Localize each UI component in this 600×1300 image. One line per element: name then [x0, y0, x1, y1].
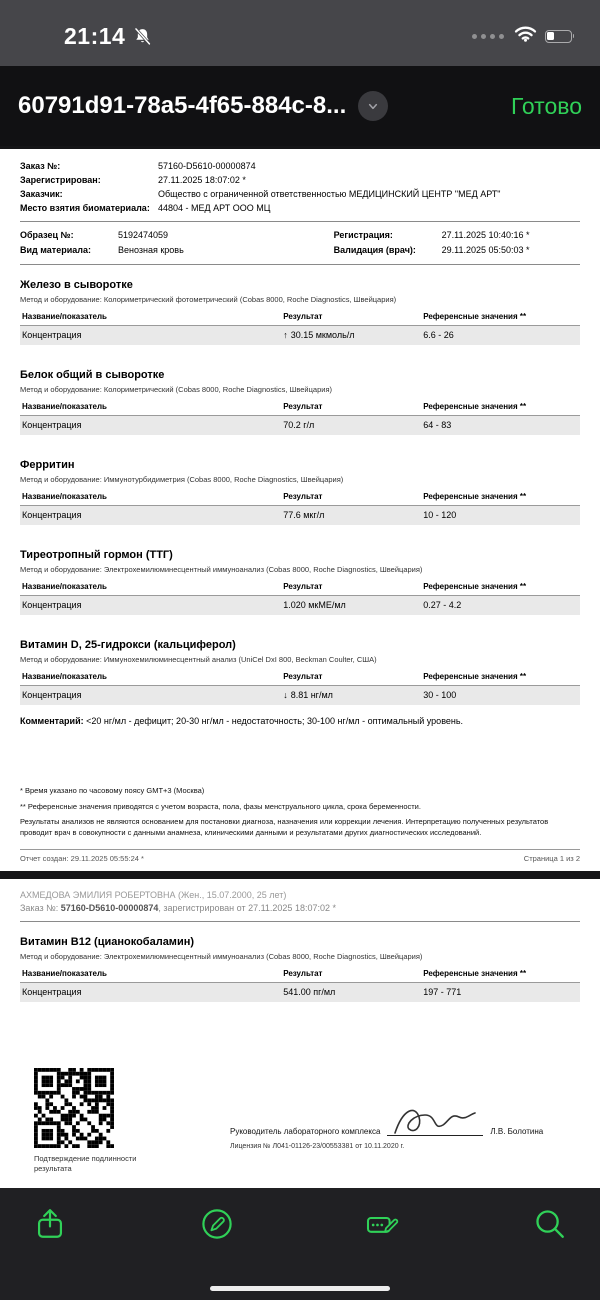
footnote: ** Референсные значения приводятся с учетом возраста, пола, фазы менструального цикла, срока беременности. [20, 801, 421, 811]
field-value: Общество с ограниченной ответственностью МЕДИЦИНСКИЙ ЦЕНТР "МЕД АРТ" [158, 189, 501, 199]
row-name: Концентрация [22, 690, 82, 700]
signature-role: Руководитель лабораторного комплекса [230, 1127, 381, 1136]
document-title[interactable]: 60791d91-78a5-4f65-884c-8... [18, 92, 347, 119]
share-icon [33, 1207, 67, 1241]
field-label: Вид материала: [20, 245, 91, 255]
col-header-name: Название/показатель [22, 672, 107, 681]
test-title: Витамин D, 25-гидрокси (кальциферол) [20, 639, 236, 651]
field-value: 57160-D5610-00000874 [158, 161, 256, 171]
col-header-result: Результат [283, 312, 323, 321]
method-line: Метод и оборудование: Колориметрический (Cobas 8000, Roche Diagnostics, Швейцария) [20, 385, 333, 394]
col-header-reference: Референсные значения ** [423, 969, 527, 978]
test-title: Тиреотропный гормон (ТТГ) [20, 549, 173, 561]
page2-bottom-block [20, 1068, 580, 1180]
method-line: Метод и оборудование: Иммунохемилюминесцентный анализ (UniCel DxI 800, Beckman Coulter, США) [20, 655, 377, 664]
col-header-result: Результат [283, 492, 323, 501]
signature-line [387, 1102, 483, 1136]
biomaterial-site-field [20, 201, 580, 215]
col-header-name: Название/показатель [22, 969, 107, 978]
order-number: 57160-D5610-00000874 [60, 903, 159, 913]
results-table-row [20, 416, 580, 435]
row-result [283, 690, 423, 700]
field-label: Валидация (врач): [333, 245, 416, 255]
registered-field [20, 173, 580, 187]
col-header-reference: Референсные значения ** [423, 312, 527, 321]
row-result [283, 600, 423, 610]
field-value: 27.11.2025 10:40:16 * [441, 230, 530, 240]
qr-caption: Подтверждение подлинности результата [34, 1154, 137, 1173]
col-header-result: Результат [283, 402, 323, 411]
result-value: 8.81 нг/мл [290, 690, 333, 700]
results-table-row [20, 686, 580, 705]
result-value: 1.020 мкМЕ/мл [283, 600, 346, 610]
row-reference: 6.6 - 26 [423, 330, 454, 340]
row-name: Концентрация [22, 420, 82, 430]
signature-icon [389, 1103, 479, 1139]
row-reference: 30 - 100 [423, 690, 457, 700]
field-value: 27.11.2025 18:07:02 * [158, 175, 246, 185]
row-result [283, 330, 423, 340]
qr-block [20, 1068, 230, 1174]
field-value: 44804 - МЕД АРТ ООО МЦ [158, 203, 271, 213]
order-suffix: , зарегистрирован от 27.11.2025 18:07:02 * [158, 903, 336, 913]
comment-line [20, 715, 580, 728]
test-section-iron [20, 279, 580, 345]
signature-name: Л.В. Болотина [490, 1127, 544, 1136]
result-arrow-icon: ↑ [283, 330, 288, 340]
document-scroll-area[interactable] [0, 146, 600, 1188]
field-label: Место взятия биоматериала: [20, 203, 150, 213]
row-result [283, 987, 423, 997]
col-header-reference: Референсные значения ** [423, 582, 527, 591]
test-section-ferritin [20, 459, 580, 525]
field-label: Зарегистрирован: [20, 175, 101, 185]
done-button[interactable]: Готово [510, 92, 582, 119]
form-fill-icon [365, 1207, 401, 1241]
result-value: 70.2 г/л [283, 420, 315, 430]
form-fill-button[interactable] [363, 1204, 403, 1244]
test-title: Ферритин [20, 459, 75, 471]
results-table-header [20, 669, 580, 686]
status-icons [472, 25, 575, 47]
battery-icon [545, 30, 575, 43]
row-result [283, 510, 423, 520]
markup-button[interactable] [197, 1204, 237, 1244]
result-value: 77.6 мкг/л [283, 510, 325, 520]
notifications-muted-icon [133, 27, 152, 46]
row-name: Концентрация [22, 600, 82, 610]
method-line: Метод и оборудование: Электрохемилюминесцентный иммуноанализ (Cobas 8000, Roche Diagnostics, Швейцария) [20, 565, 423, 574]
field-value: 29.11.2025 05:50:03 * [441, 245, 530, 255]
footnotes [20, 786, 580, 843]
col-header-result: Результат [283, 969, 323, 978]
search-button[interactable] [530, 1204, 570, 1244]
field-label: Образец №: [20, 230, 74, 240]
status-time: 21:14 [64, 22, 126, 49]
test-section-vitamin-b12 [20, 936, 580, 1002]
row-reference: 64 - 83 [423, 420, 452, 430]
row-name: Концентрация [22, 987, 82, 997]
markup-icon [200, 1207, 234, 1241]
results-table-row [20, 326, 580, 345]
page-footer [20, 849, 580, 863]
row-name: Концентрация [22, 330, 82, 340]
signature-block [230, 1068, 580, 1174]
result-arrow-icon: ↓ [283, 690, 288, 700]
col-header-name: Название/показатель [22, 492, 107, 501]
row-result [283, 420, 423, 430]
order-prefix: Заказ №: [20, 903, 61, 913]
test-title: Белок общий в сыворотке [20, 369, 165, 381]
status-bar [0, 0, 600, 66]
comment-text: <20 нг/мл - дефицит; 20-30 нг/мл - недостаточность; 30-100 нг/мл - оптимальный уровень. [83, 716, 464, 726]
test-section-vitamin-d [20, 639, 580, 705]
method-line: Метод и оборудование: Иммунотурбидиметрия (Cobas 8000, Roche Diagnostics, Швейцария) [20, 475, 344, 484]
test-section-tsh [20, 549, 580, 615]
comment-label: Комментарий: [20, 716, 84, 726]
license-line: Лицензия № Л041-01126-23/00553381 от 10.11.2020 г. [230, 1143, 405, 1150]
col-header-result: Результат [283, 582, 323, 591]
test-title: Витамин B12 (цианокобаламин) [20, 936, 195, 948]
col-header-reference: Референсные значения ** [423, 402, 527, 411]
field-label: Заказ №: [20, 161, 61, 171]
field-value: Венозная кровь [118, 245, 184, 255]
wifi-icon [514, 25, 537, 47]
sample-info-block [20, 228, 580, 258]
cellular-signal-icon [472, 34, 504, 39]
search-icon [533, 1207, 567, 1241]
order-line [20, 902, 580, 915]
row-reference: 197 - 771 [423, 987, 462, 997]
results-table-row [20, 506, 580, 525]
row-reference: 0.27 - 4.2 [423, 600, 462, 610]
lab-report-page-2 [0, 879, 600, 1188]
field-label: Регистрация: [333, 230, 393, 240]
footnote: Результаты анализов не являются основанием для постановки диагноза, назначения или коррекции лечения. Интерпретацию полученных результатов проводит врач в совокупности с данными анамнеза, клиническими данными и результатами других диагностических исследований. [20, 817, 549, 837]
qr-code [34, 1068, 114, 1148]
nav-bar [0, 66, 600, 146]
page-gap [0, 871, 600, 879]
results-table-header [20, 579, 580, 596]
page-number: Страница 1 из 2 [523, 854, 580, 863]
row-reference: 10 - 120 [423, 510, 457, 520]
test-title: Железо в сыворотке [20, 279, 133, 291]
results-table-header [20, 399, 580, 416]
results-table-row [20, 983, 580, 1002]
bottom-toolbar [0, 1188, 600, 1300]
results-table-header [20, 309, 580, 326]
method-line: Метод и оборудование: Электрохемилюминесцентный иммуноанализ (Cobas 8000, Roche Diagnostics, Швейцария) [20, 952, 423, 961]
order-field [20, 159, 580, 173]
home-indicator[interactable] [210, 1286, 390, 1291]
divider [20, 921, 580, 922]
footnote: * Время указано по часовому поясу GMT+3 (Москва) [20, 786, 205, 795]
lab-report-page-1 [0, 149, 600, 871]
method-line: Метод и оборудование: Колориметрический фотометрический (Cobas 8000, Roche Diagnostics, Швейцария) [20, 295, 397, 304]
field-value: 5192474059 [118, 230, 169, 240]
title-menu-button[interactable] [358, 91, 388, 121]
results-table-header [20, 966, 580, 983]
share-button[interactable] [30, 1204, 70, 1244]
customer-field [20, 187, 580, 201]
result-value: 30.15 мкмоль/л [290, 330, 355, 340]
result-value: 541.00 пг/мл [283, 987, 336, 997]
divider [20, 264, 580, 265]
results-table-header [20, 489, 580, 506]
col-header-name: Название/показатель [22, 582, 107, 591]
test-section-total-protein [20, 369, 580, 435]
col-header-reference: Референсные значения ** [423, 492, 527, 501]
results-table-row [20, 596, 580, 615]
field-label: Заказчик: [20, 189, 63, 199]
divider [20, 221, 580, 222]
row-name: Концентрация [22, 510, 82, 520]
patient-name: АХМЕДОВА ЭМИЛИЯ РОБЕРТОВНА (Жен., 15.07.2000, 25 лет) [20, 890, 287, 900]
col-header-name: Название/показатель [22, 312, 107, 321]
col-header-name: Название/показатель [22, 402, 107, 411]
chevron-down-icon [365, 98, 381, 114]
col-header-reference: Референсные значения ** [423, 672, 527, 681]
col-header-result: Результат [283, 672, 323, 681]
report-created: Отчет создан: 29.11.2025 05:55:24 * [20, 854, 144, 863]
